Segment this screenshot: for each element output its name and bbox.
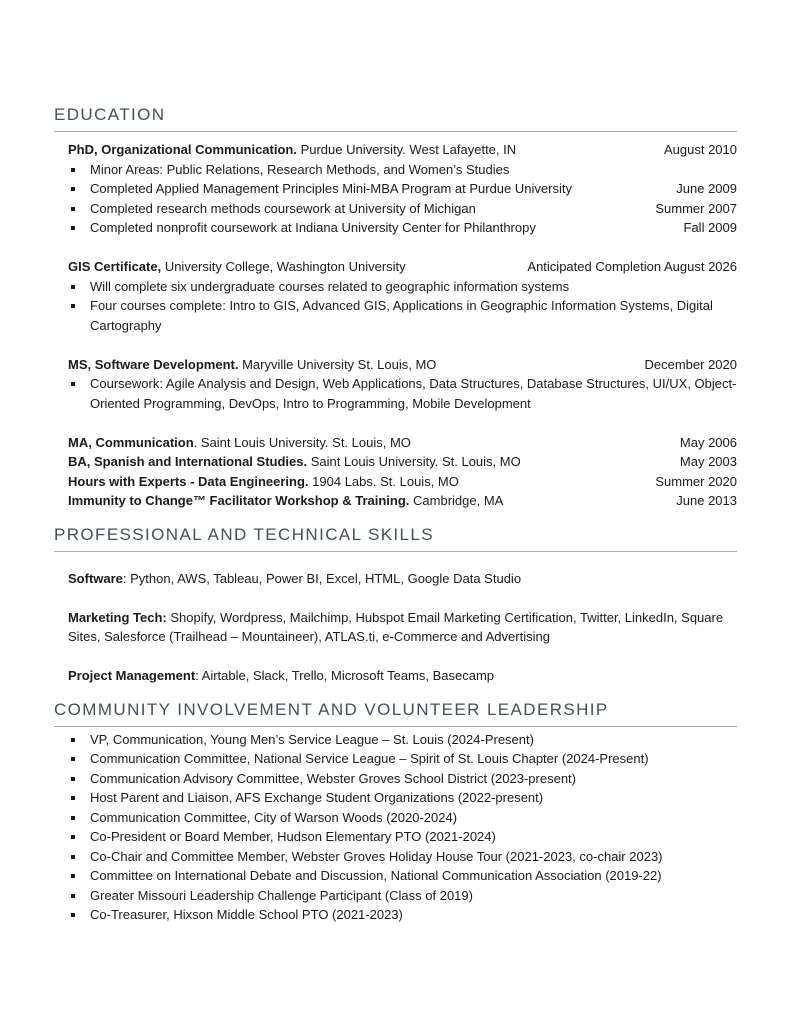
entry-line	[68, 452, 737, 472]
square-bullet-icon	[68, 749, 90, 769]
entry-block	[68, 355, 737, 414]
section-body	[54, 132, 737, 511]
entry-line	[68, 355, 737, 375]
entry-block	[68, 730, 737, 925]
line-date: June 2013	[676, 493, 737, 508]
bullet-line	[68, 788, 737, 808]
section-body	[54, 552, 737, 686]
line-date: August 2010	[663, 142, 737, 157]
line-text-bold: Marketing Tech:	[68, 609, 167, 625]
entry-line	[68, 257, 737, 277]
entry-line	[68, 140, 737, 160]
line-text: Completed Applied Management Principles Mini-MBA Program at Purdue University	[90, 181, 572, 196]
entry-line	[68, 491, 737, 511]
line-date: Fall 2009	[683, 220, 737, 235]
line-text: Completed nonprofit coursework at Indiana University Center for Philanthropy	[90, 220, 536, 235]
section-skills	[54, 524, 737, 686]
line-text: Communication Committee, National Service League – Spirit of St. Louis Chapter (2024-Present)	[90, 751, 649, 766]
line-text-bold: MA, Communication	[68, 434, 194, 450]
square-bullet-icon	[68, 886, 90, 906]
bullet-line	[68, 808, 737, 828]
entry-line	[68, 433, 737, 453]
bullet-line	[68, 160, 737, 180]
bullet-line	[68, 218, 737, 238]
line-text: Software: Python, AWS, Tableau, Power BI, Excel, HTML, Google Data Studio	[68, 570, 522, 586]
line-text: Committee on International Debate and Discussion, National Communication Association (2019-22)	[90, 868, 662, 883]
entry-line	[68, 569, 737, 589]
bullet-line	[68, 730, 737, 750]
line-text: Project Management: Airtable, Slack, Trello, Microsoft Teams, Basecamp	[68, 668, 495, 683]
square-bullet-icon	[68, 218, 90, 238]
line-text-bold: Project Management	[68, 668, 196, 683]
bullet-line	[68, 769, 737, 789]
bullet-line	[68, 296, 737, 335]
square-bullet-icon	[68, 788, 90, 808]
line-text: Co-President or Board Member, Hudson Elementary PTO (2021-2024)	[90, 829, 496, 844]
line-text: Host Parent and Liaison, AFS Exchange Student Organizations (2022-present)	[90, 790, 544, 805]
entry-block	[68, 608, 737, 647]
entry-line	[68, 666, 737, 686]
square-bullet-icon	[68, 730, 90, 750]
line-text-bold: Software	[68, 570, 123, 586]
line-date: June 2009	[676, 181, 737, 196]
entry-block	[68, 569, 737, 589]
line-text: Marketing Tech: Shopify, Wordpress, Mailchimp, Hubspot Email Marketing Certification, Twitter, LinkedIn, Square Sites, Salesforce (Trailhead – Mountaineer), ATLAS.ti, e-Commerce and Advertising	[68, 609, 724, 644]
square-bullet-icon	[68, 866, 90, 886]
line-date: December 2020	[644, 356, 737, 372]
line-text-bold: PhD, Organizational Communication.	[68, 142, 297, 157]
line-date: Anticipated Completion August 2026	[527, 259, 737, 274]
line-text-bold: BA, Spanish and International Studies.	[68, 454, 308, 469]
line-text: VP, Communication, Young Men’s Service League – St. Louis (2024-Present)	[90, 731, 534, 747]
line-text: Minor Areas: Public Relations, Research Methods, and Women’s Studies	[90, 161, 510, 177]
line-text: MS, Software Development. Maryville University St. Louis, MO	[68, 356, 437, 372]
bullet-line	[68, 866, 737, 886]
line-text: Completed research methods coursework at University of Michigan	[90, 200, 476, 216]
entry-block	[68, 666, 737, 686]
line-text: Communication Committee, City of Warson Woods (2020-2024)	[90, 809, 458, 825]
line-text: PhD, Organizational Communication. Purdue University. West Lafayette, IN	[68, 142, 517, 157]
square-bullet-icon	[68, 827, 90, 847]
line-text: BA, Spanish and International Studies. Saint Louis University. St. Louis, MO	[68, 454, 521, 469]
line-text: MA, Communication. Saint Louis University. St. Louis, MO	[68, 434, 411, 450]
line-text: Hours with Experts - Data Engineering. 1904 Labs. St. Louis, MO	[68, 473, 459, 489]
square-bullet-icon	[68, 769, 90, 789]
section-title-community: COMMUNITY INVOLVEMENT AND VOLUNTEER LEADERSHIP	[54, 699, 609, 719]
bullet-line	[68, 847, 737, 867]
bullet-line	[68, 749, 737, 769]
bullet-line	[68, 277, 737, 297]
entry-block	[68, 433, 737, 511]
section-body	[54, 727, 737, 925]
line-text-bold: Hours with Experts - Data Engineering.	[68, 473, 309, 489]
line-text: Coursework: Agile Analysis and Design, Web Applications, Data Structures, Database Structures, UI/UX, Object-Oriented Programming, DevOps, Intro to Programming, Mobile Development	[90, 376, 737, 411]
line-text: Will complete six undergraduate courses related to geographic information systems	[90, 278, 570, 294]
section-title-skills: PROFESSIONAL AND TECHNICAL SKILLS	[54, 524, 435, 544]
square-bullet-icon	[68, 374, 90, 394]
bullet-line	[68, 374, 737, 413]
line-text: Co-Treasurer, Hixson Middle School PTO (2021-2023)	[90, 907, 403, 922]
entry-line	[68, 608, 737, 647]
line-date: May 2003	[679, 454, 737, 469]
square-bullet-icon	[68, 199, 90, 219]
square-bullet-icon	[68, 905, 90, 925]
square-bullet-icon	[68, 179, 90, 199]
bullet-line	[68, 886, 737, 906]
entry-block	[68, 257, 737, 335]
bullet-line	[68, 199, 737, 219]
line-text: GIS Certificate, University College, Washington University	[68, 259, 406, 274]
line-date: Summer 2020	[655, 473, 737, 489]
bullet-line	[68, 827, 737, 847]
line-text: Immunity to Change™ Facilitator Workshop & Training. Cambridge, MA	[68, 493, 504, 508]
bullet-line	[68, 179, 737, 199]
entry-block	[68, 140, 737, 238]
section-title-education: EDUCATION	[54, 105, 166, 124]
line-text: Communication Advisory Committee, Webster Groves School District (2023-present)	[90, 770, 576, 786]
line-date: Summer 2007	[655, 200, 737, 216]
bullet-line	[68, 905, 737, 925]
line-text-bold: Immunity to Change™ Facilitator Workshop & Training.	[68, 493, 410, 508]
line-date: May 2006	[679, 434, 737, 450]
line-text-bold: GIS Certificate,	[68, 259, 162, 274]
square-bullet-icon	[68, 296, 90, 316]
square-bullet-icon	[68, 808, 90, 828]
line-text: Greater Missouri Leadership Challenge Participant (Class of 2019)	[90, 887, 473, 903]
square-bullet-icon	[68, 160, 90, 180]
square-bullet-icon	[68, 277, 90, 297]
section-community	[54, 699, 737, 925]
line-text: Four courses complete: Intro to GIS, Advanced GIS, Applications in Geographic Information Systems, Digital Cartography	[90, 298, 713, 333]
entry-line	[68, 472, 737, 492]
section-education	[54, 104, 737, 511]
line-text-bold: MS, Software Development.	[68, 356, 239, 372]
square-bullet-icon	[68, 847, 90, 867]
line-text: Co-Chair and Committee Member, Webster Groves Holiday House Tour (2021-2023, co-chair 2023)	[90, 848, 663, 864]
